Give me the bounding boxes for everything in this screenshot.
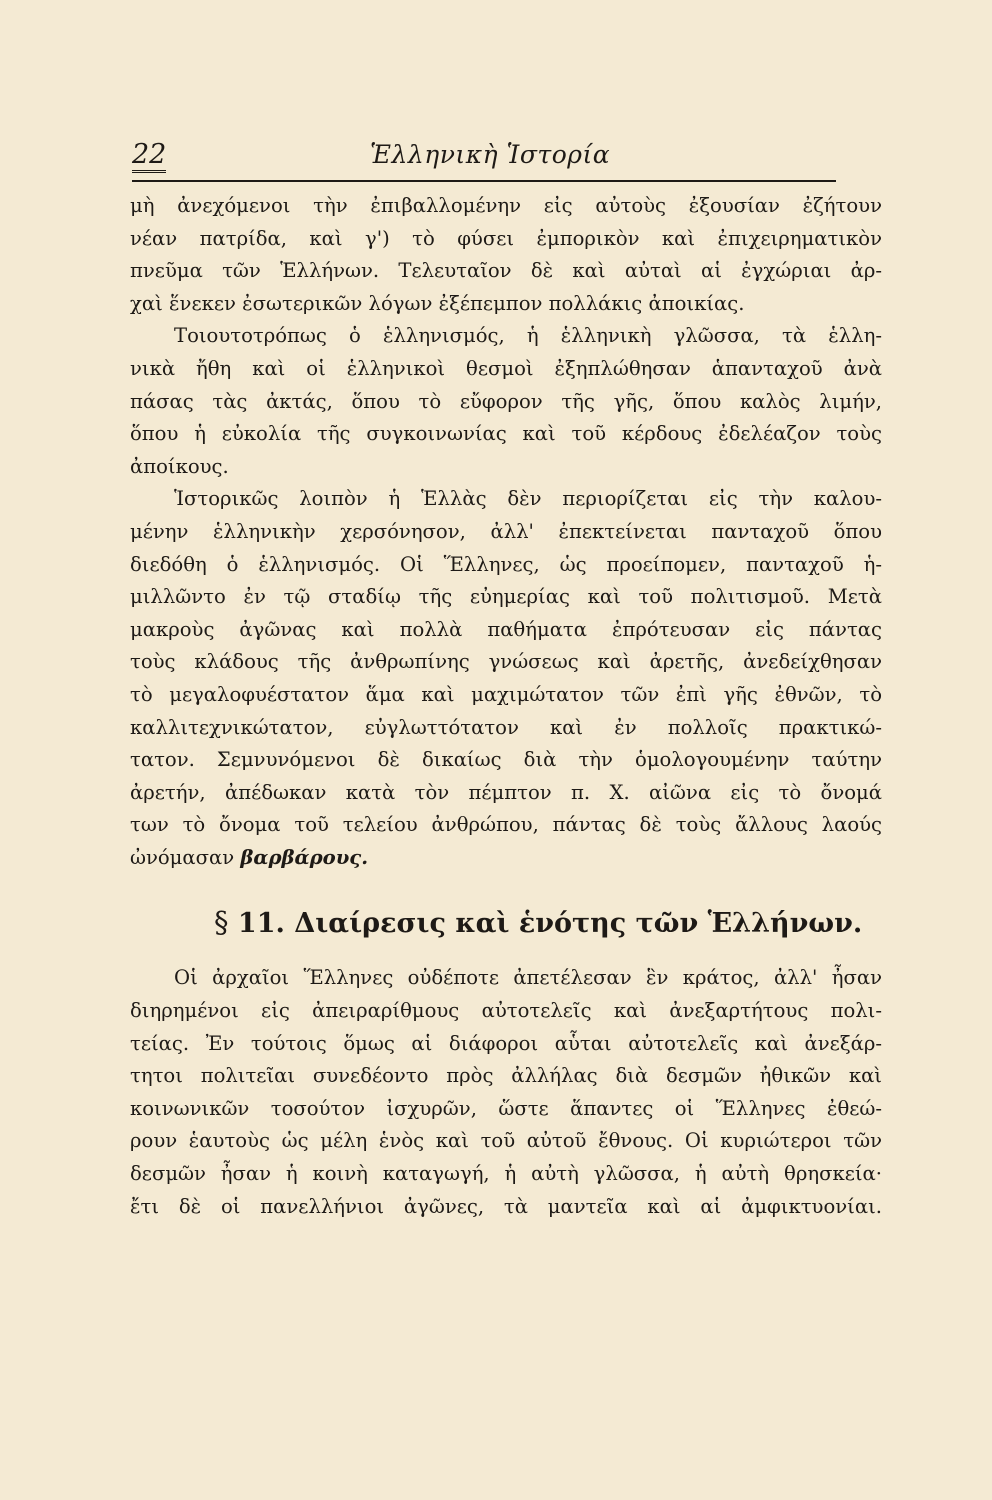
text-line: νικὰ ἤθη καὶ οἱ ἑλληνικοὶ θεσμοὶ ἐξηπλώθησαν ἁπανταχοῦ ἀνὰ [130,356,882,380]
text-line: Τοιουτοτρόπως ὁ ἑλληνισμός, ἡ ἑλληνικὴ γλῶσσα, τὰ ἑλλη- [174,324,882,348]
text-line: μένην ἑλληνικὴν χερσόνησον, ἀλλ' ἐπεκτείνεται πανταχοῦ ὅπου [130,519,882,543]
text-line: μακροὺς ἀγῶνας καὶ πολλὰ παθήματα ἐπρότευσαν εἰς πάντας [130,617,882,641]
text-line: πάσας τὰς ἀκτάς, ὅπου τὸ εὔφορον τῆς γῆς, ὅπου καλὸς λιμήν, [130,389,882,413]
text-line: τατον. Σεμνυνόμενοι δὲ δικαίως διὰ τὴν ὁμολογουμένην ταύτην [130,748,882,772]
page-header [132,136,836,180]
section-heading [130,902,882,944]
page-number: 22 [132,140,166,173]
text-line: τείας. Ἐν τούτοις ὅμως αἱ διάφοροι αὗται αὐτοτελεῖς καὶ ἀνεξάρ- [130,1031,882,1055]
text-line: Οἱ ἀρχαῖοι Ἕλληνες οὐδέποτε ἀπετέλεσαν ἓν κράτος, ἀλλ' ἦσαν [174,966,882,990]
text-line: πνεῦμα τῶν Ἑλλήνων. Τελευταῖον δὲ καὶ αὐταὶ αἱ ἐγχώριαι ἀρ- [130,259,882,283]
text-line: Ἱστορικῶς λοιπὸν ἡ Ἑλλὰς δὲν περιορίζεται εἰς τὴν καλου- [174,487,882,511]
text-line: ἀποίκους. [130,454,229,478]
text-line: ἔτι δὲ οἱ πανελλήνιοι ἀγῶνες, τὰ μαντεῖα καὶ αἱ ἀμφικτυονίαι. [130,1194,882,1218]
text-line: τὸ μεγαλοφυέστατον ἅμα καὶ μαχιμώτατον τῶν ἐπὶ γῆς ἐθνῶν, τὸ [130,682,882,706]
running-title: Ἑλληνικὴ Ἱστορία [370,140,611,169]
text-span: ὠνόμασαν [130,845,235,869]
paragraph-1 [130,190,882,320]
text-line: τητοι πολιτεῖαι συνεδέοντο πρὸς ἀλλήλας διὰ δεσμῶν ἠθικῶν καὶ [130,1064,882,1088]
paragraph-2 [130,320,882,483]
header-rule [132,180,836,182]
text-line [130,842,882,875]
text-line: καλλιτεχνικώτατον, εὐγλωττότατον καὶ ἐν πολλοῖς πρακτικώ- [130,715,882,739]
text-line: μιλλῶντο ἐν τῷ σταδίῳ τῆς εὐημερίας καὶ τοῦ πολιτισμοῦ. Μετὰ [130,585,882,609]
section-symbol: § [214,905,229,940]
text-line: κοινωνικῶν τοσούτον ἰσχυρῶν, ὥστε ἅπαντες οἱ Ἕλληνες ἐθεώ- [130,1096,882,1120]
text-line: ἀρετήν, ἀπέδωκαν κατὰ τὸν πέμπτον π. Χ. αἰῶνα εἰς τὸ ὄνομά [130,780,882,804]
text-line: δεσμῶν ἦσαν ἡ κοινὴ καταγωγή, ἡ αὐτὴ γλῶσσα, ἡ αὐτὴ θρησκεία· [130,1162,882,1186]
paragraph-3 [130,483,882,874]
text-line: τοὺς κλάδους τῆς ἀνθρωπίνης γνώσεως καὶ ἀρετῆς, ἀνεδείχθησαν [130,650,882,674]
text-line: μὴ ἀνεχόμενοι τὴν ἐπιβαλλομένην εἰς αὐτοὺς ἐξουσίαν ἐζήτουν [130,194,882,217]
text-line: διεδόθη ὁ ἑλληνισμός. Οἱ Ἕλληνες, ὡς προείπομεν, πανταχοῦ ἡ- [130,552,882,576]
text-line: ρουν ἑαυτοὺς ὡς μέλη ἑνὸς καὶ τοῦ αὐτοῦ ἔθνους. Οἱ κυριώτεροι τῶν [130,1129,882,1153]
body-text [130,190,882,1223]
section-title: Διαίρεσις καὶ ἑνότης τῶν Ἑλλήνων. [294,908,863,940]
section-number: 11. [237,908,285,940]
text-line: διηρημένοι εἰς ἀπειραρίθμους αὐτοτελεῖς καὶ ἀνεξαρτήτους πολι- [130,999,882,1023]
text-line: χαὶ ἕνεκεν ἐσωτερικῶν λόγων ἐξέπεμπον πολλάκις ἀποικίας. [130,291,745,315]
text-line: ὅπου ἡ εὐκολία τῆς συγκοινωνίας καὶ τοῦ κέρδους ἐδελέαζον τοὺς [130,422,882,446]
text-line: των τὸ ὄνομα τοῦ τελείου ἀνθρώπου, πάντας δὲ τοὺς ἄλλους λαούς [130,813,882,837]
emphasized-word: βαρβάρους. [240,845,369,869]
paragraph-4 [130,962,882,1223]
text-line: νέαν πατρίδα, καὶ γ') τὸ φύσει ἐμπορικὸν καὶ ἐπιχειρηματικὸν [130,226,882,250]
